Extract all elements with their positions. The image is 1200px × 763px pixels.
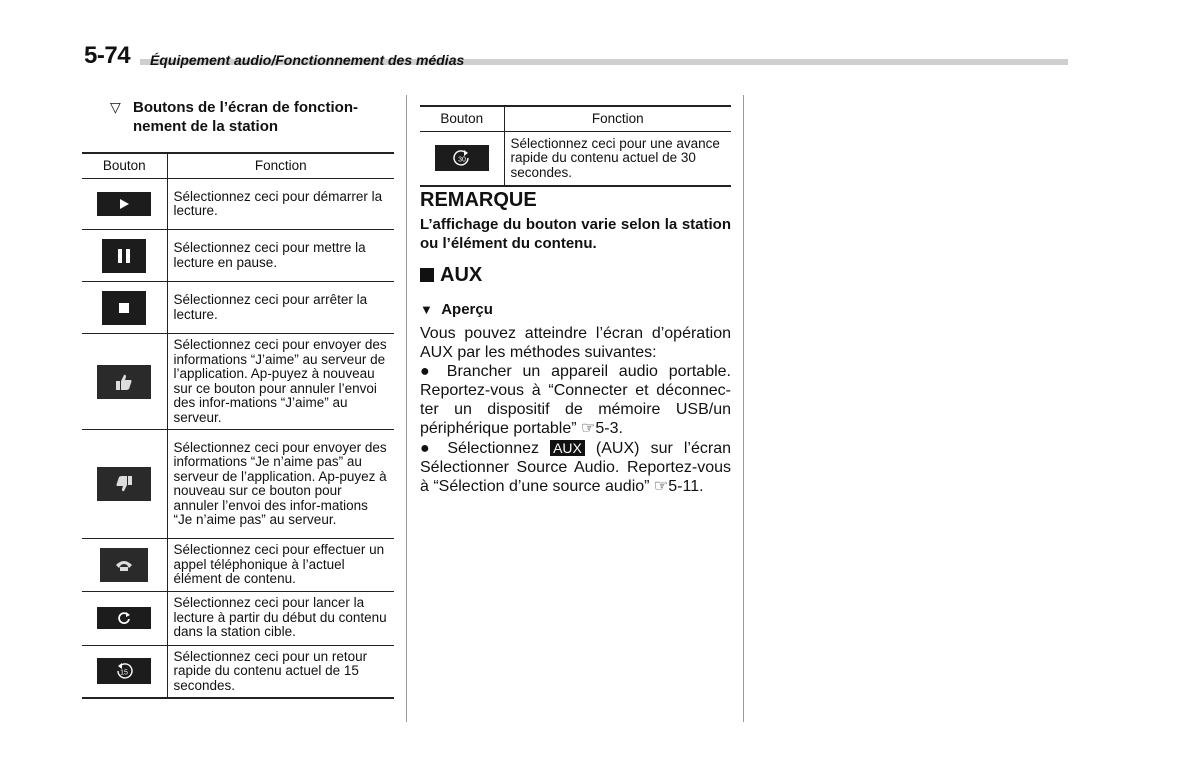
column-header-function: Fonction	[167, 153, 394, 179]
table-row	[420, 132, 731, 186]
function-text: Sélectionnez ceci pour arrêter la lecture.	[167, 282, 394, 334]
page-number: 5-74	[84, 42, 131, 69]
function-text: Sélectionnez ceci pour envoyer des informations “Je n’aime pas” au serveur de l’application. Ap-puyez à nouveau sur ce bouton pour annuler l’envoi des infor-mations “Je n’aime pas” au serveur.	[167, 430, 394, 539]
column-header-button: Bouton	[82, 153, 167, 179]
table-row	[82, 591, 394, 645]
pause-icon	[102, 239, 146, 273]
station-buttons-table	[82, 152, 394, 699]
thumbs-down-icon	[97, 467, 151, 501]
station-buttons-table-continued	[420, 105, 731, 187]
bullet-2-suffix: (AUX) sur l’écran Sélectionner Source Audio. Reportez-vous à “Sélection d’une source audio” ☞5-11.	[420, 440, 732, 495]
bullet-2-prefix: ● Sélectionnez	[420, 440, 551, 457]
function-text: Sélectionnez ceci pour lancer la lecture à partir du début du contenu dans la station cible.	[167, 591, 394, 645]
section-title: Équipement audio/Fonctionnement des médias	[150, 52, 465, 68]
rewind-15-icon	[97, 658, 151, 684]
subheading-text: Boutons de l’écran de fonction-nement de la station	[133, 99, 359, 135]
stop-icon	[102, 291, 146, 325]
aux-heading	[420, 264, 482, 287]
button-cell	[82, 179, 167, 230]
column-header-function: Fonction	[504, 106, 731, 132]
table-row	[82, 179, 394, 230]
square-bullet-icon	[420, 268, 434, 282]
forward-30-icon	[435, 145, 489, 171]
table-row	[82, 539, 394, 592]
table-row	[82, 430, 394, 539]
button-cell	[420, 132, 504, 186]
aux-heading-text: AUX	[440, 264, 483, 286]
note-title: REMARQUE	[420, 189, 537, 211]
play-icon	[97, 192, 151, 216]
forward-30-label: 30	[457, 156, 466, 164]
button-cell	[82, 230, 167, 282]
subheading-marker: ▽	[110, 99, 121, 115]
table-row	[82, 334, 394, 430]
table-row	[82, 230, 394, 282]
aux-bullet-1: ● Brancher un appareil audio portable. Reportez-vous à “Connecter et déconnec-ter un dispositif de mémoire USB/un périphérique portable” ☞5-3.	[420, 363, 731, 437]
table-header-row	[420, 106, 731, 132]
button-cell	[82, 430, 167, 539]
function-text: Sélectionnez ceci pour un retour rapide du contenu actuel de 15 secondes.	[167, 645, 394, 698]
subheading	[110, 98, 395, 136]
column-divider-right	[743, 95, 744, 722]
button-cell	[82, 539, 167, 592]
restart-icon	[97, 607, 151, 629]
down-triangle-icon: ▼	[420, 302, 433, 317]
table-header-row	[82, 153, 394, 179]
phone-icon	[100, 548, 148, 582]
column-divider-left	[406, 95, 407, 722]
column-header-button: Bouton	[420, 106, 504, 132]
button-cell	[82, 282, 167, 334]
aux-source-badge: AUX	[550, 440, 585, 456]
aux-bullet-2	[420, 439, 731, 496]
button-cell	[82, 334, 167, 430]
note-text: L’affichage du bouton varie selon la station ou l’élément du contenu.	[420, 216, 731, 252]
button-cell	[82, 645, 167, 698]
overview-heading	[420, 301, 493, 318]
table-row	[82, 645, 394, 698]
thumbs-up-icon	[97, 365, 151, 399]
function-text: Sélectionnez ceci pour effectuer un appel téléphonique à l’actuel élément de contenu.	[167, 539, 394, 592]
overview-heading-text: Aperçu	[441, 301, 493, 318]
table-row	[82, 282, 394, 334]
button-cell	[82, 591, 167, 645]
function-text: Sélectionnez ceci pour démarrer la lecture.	[167, 179, 394, 230]
aux-intro-paragraph: Vous pouvez atteindre l’écran d’opération AUX par les méthodes suivantes:	[420, 325, 731, 361]
function-text: Sélectionnez ceci pour une avance rapide du contenu actuel de 30 secondes.	[504, 132, 731, 186]
rewind-15-label: 15	[120, 669, 129, 677]
function-text: Sélectionnez ceci pour mettre la lecture en pause.	[167, 230, 394, 282]
function-text: Sélectionnez ceci pour envoyer des informations “J’aime” au serveur de l’application. Ap-puyez à nouveau sur ce bouton pour annuler l’envoi des infor-mations “J’aime” au serveur.	[167, 334, 394, 430]
